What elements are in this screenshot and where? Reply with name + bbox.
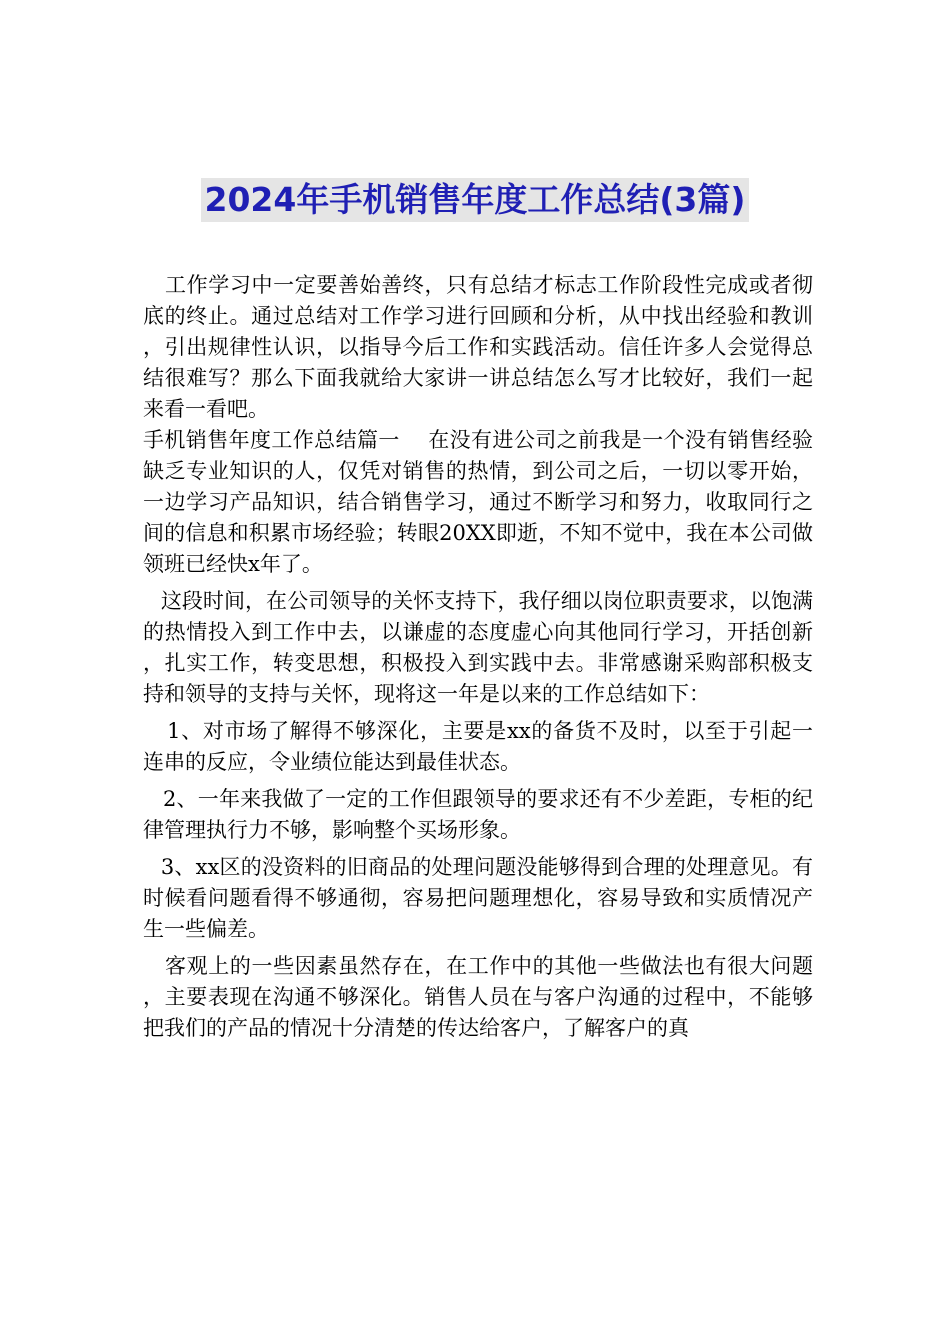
paragraph-section-one: 手机销售年度工作总结篇一 在没有进公司之前我是一个没有销售经验缺乏专业知识的人，仅凭对销售的热情，到公司之后，一切以零开始，一边学习产品知识，结合销售学习，通过不断学习和努力，收取同行之间的信息和积累市场经验；转眼20XX即逝，不知不觉中，我在本公司做领班已经快x年了。 — [143, 428, 813, 576]
list-item-2: 2、一年来我做了一定的工作但跟领导的要求还有不少差距，专柜的纪律管理执行力不够，影响整个买场形象。 — [143, 787, 813, 842]
document-body — [143, 270, 813, 1044]
title-container — [0, 178, 950, 222]
list-item-3: 3、xx区的没资料的旧商品的处理问题没能够得到合理的处理意见。有时候看问题看得不够通彻，容易把问题理想化，容易导致和实质情况产生一些偏差。 — [143, 855, 813, 941]
paragraph-objective: 客观上的一些因素虽然存在，在工作中的其他一些做法也有很大问题，主要表现在沟通不够深化。销售人员在与客户沟通的过程中，不能够把我们的产品的情况十分清楚的传达给客户，了解客户的真 — [143, 954, 813, 1040]
list-item-1: 1、对市场了解得不够深化，主要是xx的备货不及时，以至于引起一连串的反应，令业绩位能达到最佳状态。 — [143, 719, 813, 774]
document-title: 2024年手机销售年度工作总结(3篇) — [201, 178, 750, 222]
paragraph-intro: 工作学习中一定要善始善终，只有总结才标志工作阶段性完成或者彻底的终止。通过总结对工作学习进行回顾和分析，从中找出经验和教训，引出规律性认识，以指导今后工作和实践活动。信任许多人会觉得总结很难写？那么下面我就给大家讲一讲总结怎么写才比较好，我们一起来看一看吧。 — [143, 273, 813, 421]
paragraph-period: 这段时间，在公司领导的关怀支持下，我仔细以岗位职责要求，以饱满的热情投入到工作中去，以谦虚的态度虚心向其他同行学习，开括创新，扎实工作，转变思想，积极投入到实践中去。非常感谢采购部积极支持和领导的支持与关怀，现将这一年是以来的工作总结如下： — [143, 589, 813, 706]
